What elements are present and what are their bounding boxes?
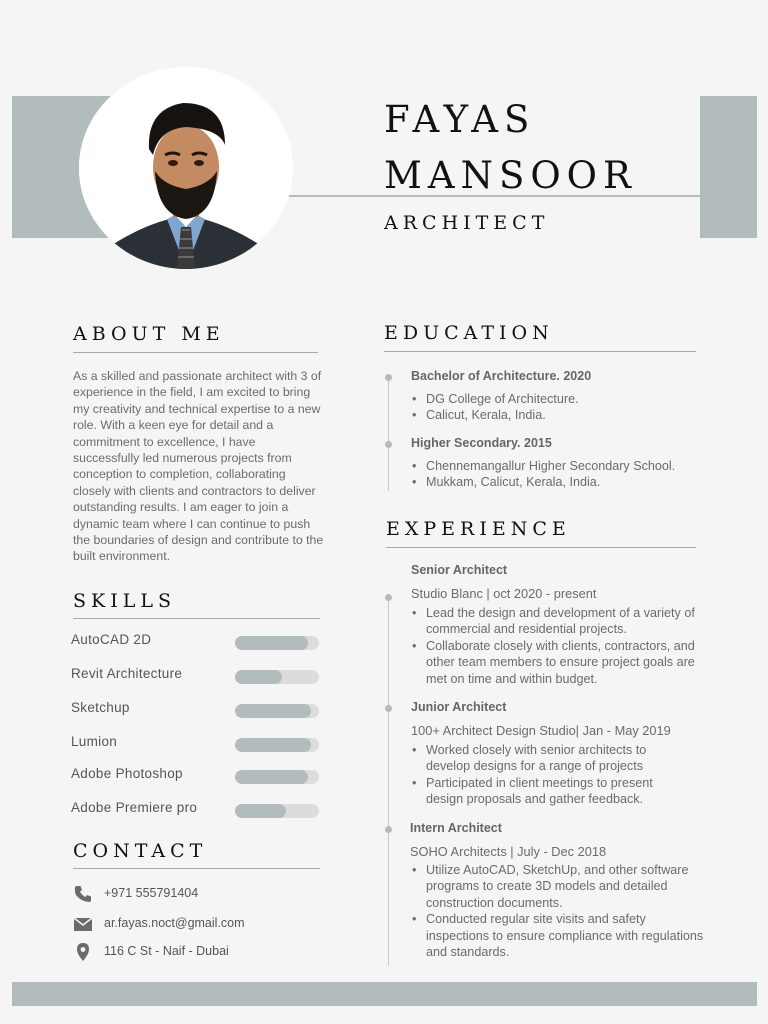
experience-timeline: [388, 596, 389, 966]
education-heading: EDUCATION: [384, 322, 554, 344]
skill-bar-track: [235, 636, 319, 650]
list-item: • Collaborate closely with clients, contractors, and other team members to ensure project goals are met on time and within budget.: [411, 638, 711, 687]
education-rule: [384, 351, 696, 352]
education-entry-title: Higher Secondary. 2015: [411, 436, 552, 450]
skill-row: [71, 766, 321, 784]
list-item: • Worked closely with senior architects to develop designs for a range of projects: [411, 742, 691, 775]
contact-rule: [73, 868, 320, 869]
timeline-dot: [385, 594, 392, 601]
experience-heading: EXPERIENCE: [386, 518, 571, 540]
skill-bar-track: [235, 770, 319, 784]
skill-bar-fill: [235, 804, 286, 818]
experience-role: Senior Architect: [411, 563, 508, 577]
skill-row: [71, 700, 321, 718]
skill-row: [71, 800, 321, 818]
mail-icon: [73, 914, 93, 934]
experience-bullets: [411, 742, 691, 808]
experience-company: SOHO Architects | July - Dec 2018: [410, 844, 607, 859]
list-item: • Conducted regular site visits and safety inspections to ensure compliance with regulations and standards.: [411, 911, 706, 960]
skill-row: [71, 666, 321, 684]
experience-role: Junior Architect: [411, 700, 507, 714]
timeline-dot: [385, 705, 392, 712]
skill-row: [71, 632, 321, 650]
skill-bar-fill: [235, 704, 311, 718]
contact-heading: CONTACT: [73, 840, 208, 862]
footer-accent-bar: [12, 982, 757, 1006]
phone-text: +971 555791404: [104, 886, 199, 900]
about-rule: [73, 352, 318, 353]
header-accent-right: [700, 96, 757, 238]
about-heading: ABOUT ME: [73, 323, 225, 345]
experience-rule: [386, 547, 696, 548]
skill-bar-track: [235, 670, 319, 684]
skill-bar-track: [235, 738, 319, 752]
experience-role: Intern Architect: [410, 821, 502, 835]
skills-rule: [73, 618, 320, 619]
about-text: As a skilled and passionate architect with 3 of experience in the field, I am excited to bring my creativity and technical expertise to a new role. With a keen eye for detail and a commitment to excellence, I have successfully led numerous projects from conception to completion, collaborating closely with clients and contractors to deliver outstanding results. I am eager to join a dynamic team where I can continue to push the boundaries of design and contribute to the built environment.: [73, 369, 324, 564]
list-item: • Participated in client meetings to present design proposals and gather feedback.: [411, 775, 691, 808]
timeline-dot: [385, 826, 392, 833]
list-item: • DG College of Architecture.: [411, 391, 711, 407]
skill-bar-fill: [235, 738, 311, 752]
experience-company: 100+ Architect Design Studio| Jan - May 2019: [411, 723, 671, 738]
skill-bar-track: [235, 804, 319, 818]
skill-name: Revit Architecture: [71, 666, 183, 681]
skill-name: Adobe Premiere pro: [71, 800, 198, 815]
skill-bar-fill: [235, 636, 308, 650]
experience-bullets: [411, 605, 711, 687]
skill-name: Adobe Photoshop: [71, 766, 183, 781]
skill-name: Sketchup: [71, 700, 130, 715]
job-title: ARCHITECT: [384, 212, 550, 234]
education-entry-bullets: [411, 458, 721, 491]
name-last: MANSOOR: [384, 154, 637, 197]
education-entry-title: Bachelor of Architecture. 2020: [411, 369, 592, 383]
education-timeline: [388, 376, 389, 491]
email-text: ar.fayas.noct@gmail.com: [104, 916, 245, 930]
address-text: 116 C St - Naif - Dubai: [104, 944, 229, 958]
skill-row: [71, 734, 321, 752]
skill-name: AutoCAD 2D: [71, 632, 152, 647]
skills-heading: SKILLS: [73, 590, 176, 612]
experience-bullets: [411, 862, 706, 960]
candidate-name: [384, 92, 637, 204]
skill-bar-fill: [235, 670, 282, 684]
list-item: • Calicut, Kerala, India.: [411, 407, 711, 423]
name-first: FAYAS: [384, 98, 536, 141]
profile-photo: [79, 67, 293, 269]
list-item: • Mukkam, Calicut, Kerala, India.: [411, 474, 721, 490]
education-entry-bullets: [411, 391, 711, 424]
timeline-dot: [385, 441, 392, 448]
location-pin-icon: [73, 942, 93, 962]
skill-bar-fill: [235, 770, 308, 784]
skill-bar-track: [235, 704, 319, 718]
list-item: • Lead the design and development of a variety of commercial and residential projects.: [411, 605, 711, 638]
skill-name: Lumion: [71, 734, 118, 749]
experience-company: Studio Blanc | oct 2020 - present: [411, 586, 597, 601]
phone-icon: [73, 884, 93, 904]
list-item: • Chennemangallur Higher Secondary School.: [411, 458, 721, 474]
list-item: • Utilize AutoCAD, SketchUp, and other software programs to create 3D models and detailed construction documents.: [411, 862, 706, 911]
timeline-dot: [385, 374, 392, 381]
